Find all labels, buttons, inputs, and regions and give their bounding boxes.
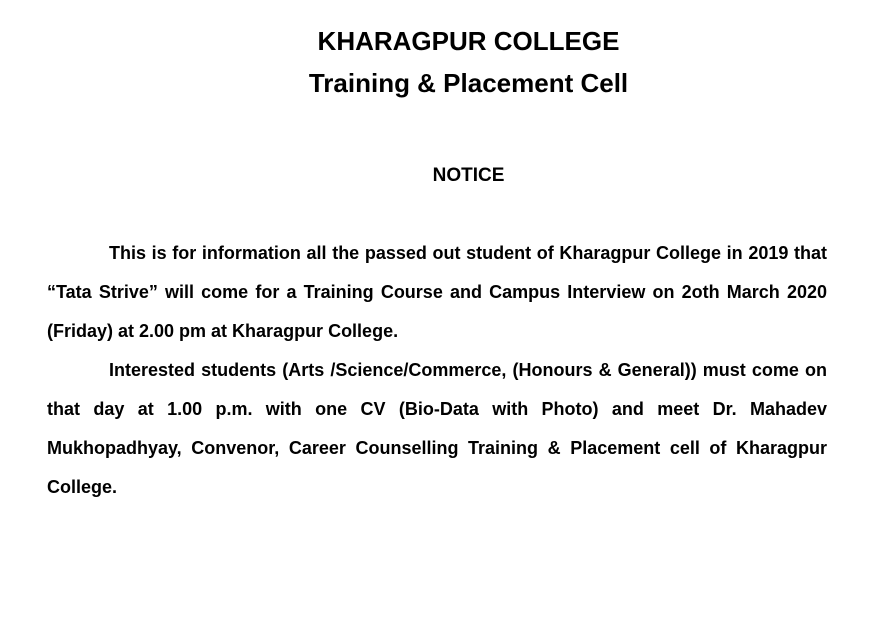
notice-body <box>47 234 827 507</box>
notice-title: NOTICE <box>432 165 505 186</box>
college-name: KHARAGPUR COLLEGE <box>317 26 620 56</box>
cell-name: Training & Placement Cell <box>308 68 629 98</box>
notice-paragraph-2: Interested students (Arts /Science/Commerce, (Honours & General)) must come on that day at 1.00 p.m. with one CV (Bio-Data with Photo) and meet Dr. Mahadev Mukhopadhyay, Convenor, Career Counselling Training & Placement cell of Kharagpur College. <box>47 360 827 497</box>
notice-paragraph-1: This is for information all the passed out student of Kharagpur College in 2019 that “Tata Strive” will come for a Training Course and Campus Interview on 2oth March 2020 (Friday) at 2.00 pm at Kharagpur College. <box>47 243 827 341</box>
